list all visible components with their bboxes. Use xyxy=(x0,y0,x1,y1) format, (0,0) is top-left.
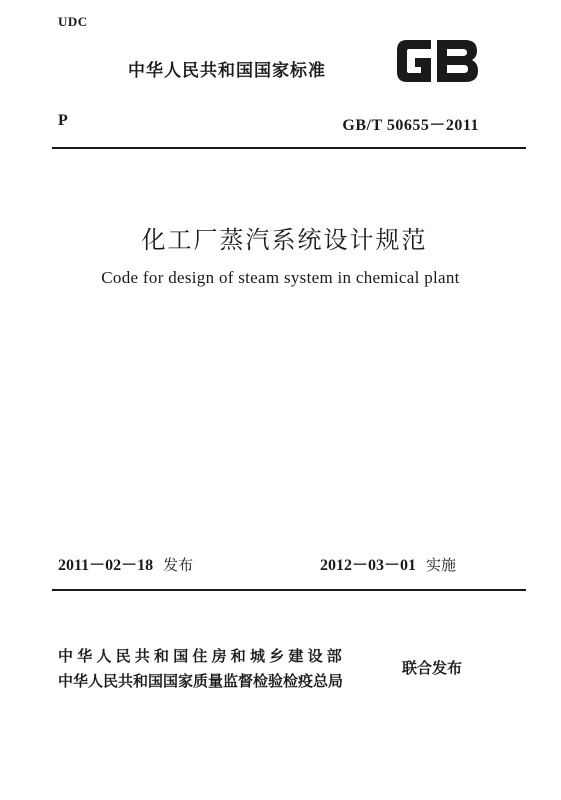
title-chinese: 化工厂蒸汽系统设计规范 xyxy=(141,226,428,254)
implementation-date-line xyxy=(320,552,456,575)
udc-label: UDC xyxy=(58,14,88,29)
implementation-date: 2012－03－01 xyxy=(320,557,417,574)
standard-number: GB/T 50655－2011 xyxy=(342,117,479,134)
bottom-divider xyxy=(52,589,526,591)
issue-label: 发布 xyxy=(163,556,194,574)
title-english: Code for design of steam system in chemical plant xyxy=(101,268,460,287)
issuer-aqsiq: 中华人民共和国国家质量监督检验检疫总局 xyxy=(58,672,344,690)
classification-code: P xyxy=(58,112,68,129)
issuer-ministry-housing: 中华人民共和国住房和城乡建设部 xyxy=(58,647,347,665)
implementation-label: 实施 xyxy=(426,556,457,574)
issue-date: 2011－02－18 xyxy=(58,557,154,574)
gb-logo-icon xyxy=(393,34,481,88)
top-divider xyxy=(52,147,526,149)
issue-date-line xyxy=(58,552,193,575)
national-standard-heading: 中华人民共和国国家标准 xyxy=(128,61,326,81)
joint-release-label: 联合发布 xyxy=(402,659,463,677)
